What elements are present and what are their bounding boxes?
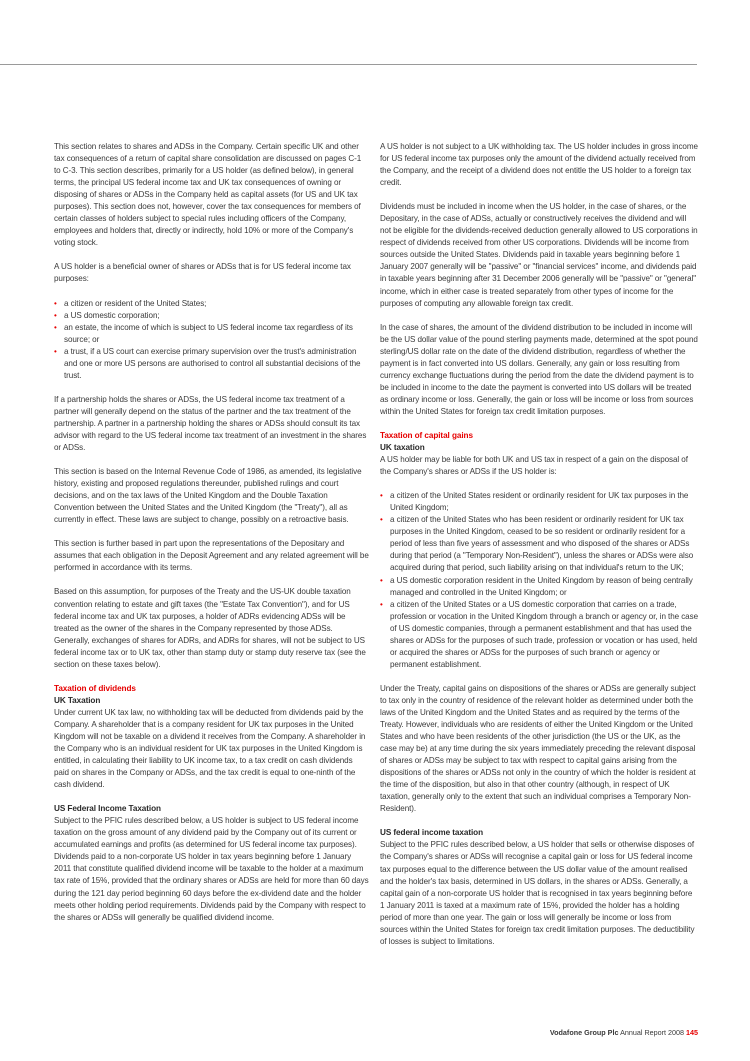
uk-cg-list (380, 490, 698, 671)
left-column (54, 141, 369, 936)
list-item: • a citizen of the United States who has been resident or ordinarily resident for UK tax purposes in the United Kingdom, ceased to be so resident or ordinarily resident for a period of less than five years of assessment and who disposed of the shares or ADSs during that period (a "Temporary Non-Resident"), unless the shares or ADSs were also acquired during that period, such liability arising on that individual's return to the UK; (380, 514, 698, 574)
list-item: • a US domestic corporation resident in the United Kingdom by reason of being centrally managed and controlled in the United Kingdom; or (380, 575, 698, 599)
list-item: • a trust, if a US court can exercise primary supervision over the trust's administration and one or more US persons are authorised to control all substantial decisions of the trust. (54, 346, 369, 382)
right-column (380, 141, 698, 960)
list-item: • a US domestic corporation; (54, 310, 369, 322)
treaty-assumption-paragraph: Based on this assumption, for purposes of the Treaty and the US-UK double taxation convention relating to estate and gift taxes (the "Estate Tax Convention"), and for US federal income tax and UK tax purposes, a holder of ADRs evidencing ADSs will be treated as the owner of the shares in the Company represented by those ADSs. Generally, exchanges of shares for ADRs, and ADRs for shares, will not be subject to US federal income tax or to UK tax, other than stamp duty or stamp duty reserve tax (see the section on these taxes below). (54, 587, 366, 669)
page-number: 145 (686, 1028, 698, 1037)
depositary-paragraph: This section is further based in part upon the representations of the Depositary and assumes that each obligation in the Deposit Agreement and any related agreement will be performed in accordance with its terms. (54, 539, 369, 573)
footer-report: Annual Report 2008 (620, 1028, 684, 1037)
header-rule (0, 64, 697, 65)
us-federal-cg-paragraph: Subject to the PFIC rules described below, a US holder that sells or otherwise disposes of the Company's shares or ADSs will recognise a capital gain or loss for US federal income tax purposes equal to the difference between the US dollar value of the amount realised and the holder's tax basis, determined in US dollars, in the shares or ADSs. Generally, a capital gain of a non-corporate US holder that is recognised in tax years beginning before 1 January 2011 is taxed at a maximum rate of 15%, provided the holder has a holding period of more than one year. The gain or loss will generally be income or loss from sources within the United States for foreign tax credit limitation purposes. The deductibility of losses is subject to limitations. (380, 840, 695, 946)
us-federal-cg-subheading: US federal income taxation (380, 828, 484, 838)
page-footer (550, 1028, 698, 1037)
us-holder-definition: A US holder is a beneficial owner of shares or ADSs that is for US federal income tax purposes: (54, 262, 351, 284)
uk-cg-intro-paragraph: A US holder may be liable for both UK and US tax in respect of a gain on the disposal of the Company's shares or ADSs if the US holder is: (380, 455, 688, 477)
us-federal-dividends-paragraph: Subject to the PFIC rules described below, a US holder is subject to US federal income taxation on the gross amount of any dividend paid by the Company out of its current or accumulated earnings and profits (as determined for US federal income tax purposes). Dividends paid to a non-corporate US holder in tax years beginning before 1 January 2011 that constitute qualified dividend income will be taxable to the holder at a maximum tax rate of 15%, provided that the ordinary shares or ADSs are held for more than 60 days during the 121 day period beginning 60 days before the ex-dividend date and the holder meets other holding period requirements. Dividends paid by the Company with respect to the shares or ADSs will generally be qualified dividend income. (54, 816, 369, 922)
no-withholding-paragraph: A US holder is not subject to a UK withholding tax. The US holder includes in gross income for US federal income tax purposes only the amount of the dividend actually received from the Company, and the receipt of a dividend does not entitle the US holder to a foreign tax credit. (380, 142, 698, 188)
list-item: • a citizen of the United States or a US domestic corporation that carries on a trade, profession or vocation in the United Kingdom through a branch or agency or, in the case of US domestic companies, through a permanent establishment and that has used the shares or ADSs for the purposes of such trade, profession or vocation or has used, held or acquired the shares or ADSs for the purposes of such branch or agency or permanent establishment. (380, 599, 698, 671)
list-item: • a citizen or resident of the United States; (54, 298, 369, 310)
dividends-section-heading: Taxation of dividends (54, 683, 136, 693)
dividends-included-paragraph: Dividends must be included in income when the US holder, in the case of shares, or the Depositary, in the case of ADSs, actually or constructively receives the dividend and will not be eligible for the dividends-received deduction generally allowed to US corporations in respect of dividends received from other US corporations. Dividends will be income from sources outside the United States. Dividends paid in taxable years beginning before 1 January 2007 generally will be "passive" or "financial services" income, and dividends paid in taxable years beginning after 31 December 2006 generally will be "passive" or "general" income, which in either case is treated separately from other types of income for the purposes of computing any allowable foreign tax credit. (380, 202, 698, 308)
uk-cg-subheading: UK taxation (380, 443, 425, 453)
uk-dividends-paragraph: Under current UK tax law, no withholding tax will be deducted from dividends paid by the Company. A shareholder that is a company resident for UK tax purposes in the United Kingdom will not be taxable on a dividend it receives from the Company. A shareholder in the Company who is an individual resident for UK tax purposes in the United Kingdom is entitled, in calculating their liability to UK income tax, to a tax credit on cash dividends paid on shares in the Company or ADSs, and the tax credit is equal to one-ninth of the cash dividend. (54, 707, 366, 790)
uk-taxation-subheading: UK Taxation (54, 695, 101, 705)
capital-gains-section-heading: Taxation of capital gains (380, 430, 473, 440)
treaty-cg-paragraph: Under the Treaty, capital gains on dispositions of the shares or ADSs are generally subject to tax only in the country of residence of the relevant holder as determined under both the laws of the United Kingdom and the United States and as required by the terms of the Treaty. However, individuals who are residents of either the United Kingdom or the United States and who have been residents of the other jurisdiction (the US or the UK, as the case may be) at any time during the six years immediately preceding the relevant disposal of shares or ADSs may be subject to tax with respect to capital gains arising from the dispositions of the shares or ADSs not only in the country of which the holder is resident at the time of the disposition, but also in that other country (although, in respect of UK taxation, generally only to the extent that such an individual comprises a Temporary Non-Resident). (380, 683, 696, 814)
list-item: • an estate, the income of which is subject to US federal income tax regardless of its source; or (54, 322, 369, 346)
partnership-paragraph: If a partnership holds the shares or ADSs, the US federal income tax treatment of a partner will generally depend on the status of the partner and the tax treatment of the partnership. A partner in a partnership holding the shares or ADSs should consult its tax advisor with regard to the US federal income tax treatment of an investment in the shares or ADSs. (54, 394, 367, 453)
intro-paragraph: This section relates to shares and ADSs in the Company. Certain specific UK and other tax consequences of a return of capital share consolidation are discussed on pages C-1 to C-3. This section describes, primarily for a US holder (as defined below), in general terms, the principal US federal income tax and UK tax consequences of owning or disposing of shares or ADSs in the Company held as capital assets (for US and UK tax purposes). This section does not, however, cover the tax consequences for members of certain classes of holders subject to special rules including officers of the Company, employees and holders that, directly or indirectly, hold 10% or more of the Company's voting stock. (54, 142, 362, 248)
us-holder-list (54, 298, 369, 382)
us-federal-subheading: US Federal Income Taxation (54, 804, 161, 814)
irc-basis-paragraph: This section is based on the Internal Revenue Code of 1986, as amended, its legislative history, existing and proposed regulations thereunder, published rulings and court decisions, and on the tax laws of the United Kingdom and the Double Taxation Convention between the United States and the United Kingdom (the "Treaty"), all as currently in effect. These laws are subject to change, possibly on a retroactive basis. (54, 467, 362, 525)
dividend-amount-paragraph: In the case of shares, the amount of the dividend distribution to be included in income will be the US dollar value of the pound sterling payments made, determined at the spot pound sterling/US dollar rate on the date of the dividend distribution, regardless of whether the payment is in fact converted into US dollars. Generally, any gain or loss resulting from currency exchange fluctuations during the period from the date the dividend payment is to be included in income to the date the payment is converted into US dollars will be treated as ordinary income or loss. Generally, the gain or loss will be income or loss from sources within the United States for foreign tax credit limitation purposes. (380, 322, 698, 416)
footer-brand: Vodafone Group Plc (549, 1028, 619, 1037)
list-item: • a citizen of the United States resident or ordinarily resident for UK tax purposes in the United Kingdom; (380, 490, 698, 514)
